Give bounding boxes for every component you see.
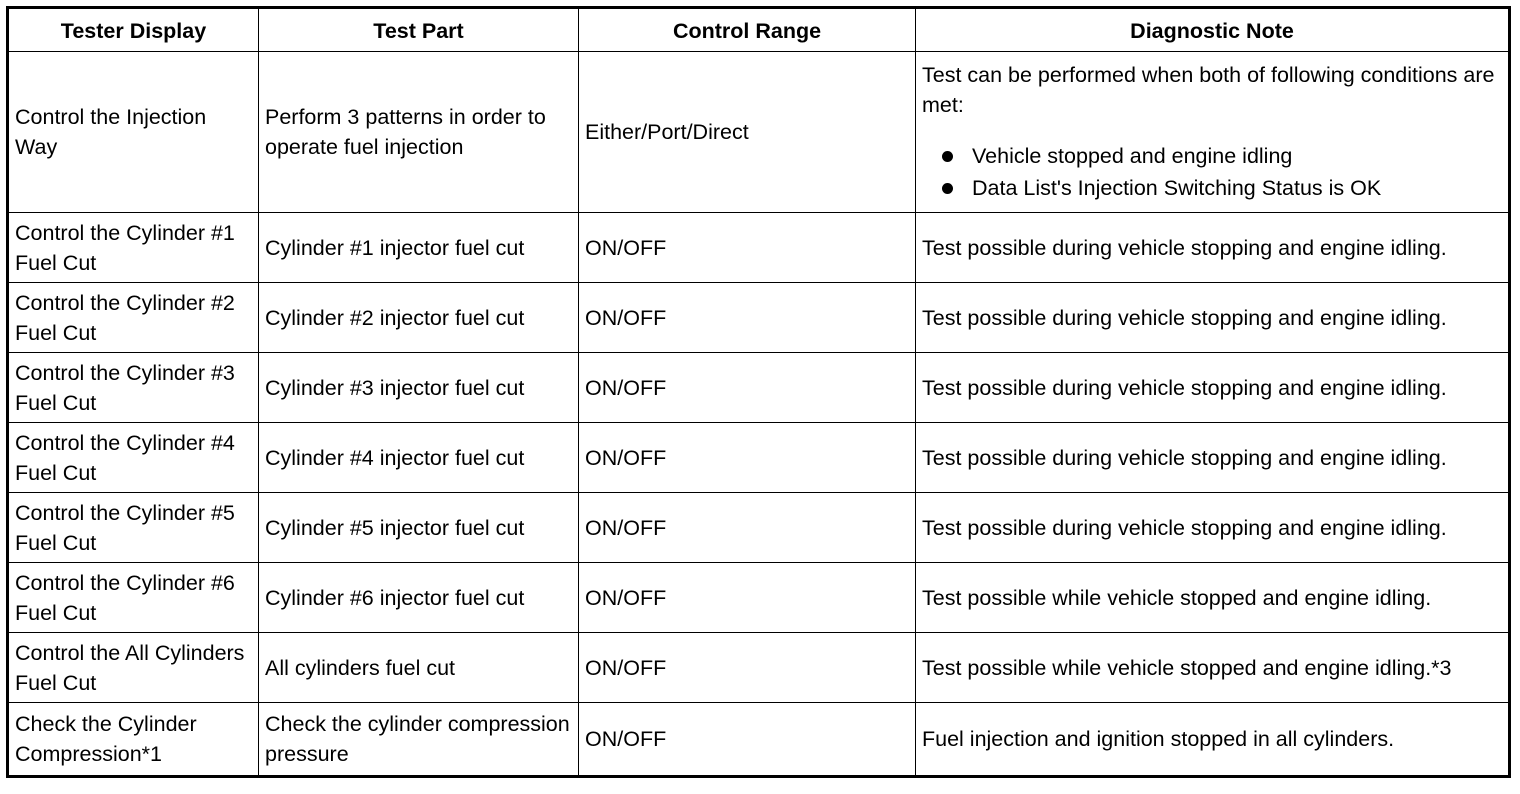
table-row bbox=[8, 633, 1510, 703]
control-range-cell: ON/OFF bbox=[579, 423, 916, 493]
tester-display-cell: Control the All Cylinders Fuel Cut bbox=[8, 633, 259, 703]
control-range-cell: ON/OFF bbox=[579, 493, 916, 563]
tester-display-cell: Control the Cylinder #5 Fuel Cut bbox=[8, 493, 259, 563]
tester-display-cell: Control the Cylinder #6 Fuel Cut bbox=[8, 563, 259, 633]
condition-list bbox=[922, 140, 1502, 204]
condition-text: Vehicle stopped and engine idling bbox=[972, 144, 1293, 168]
test-part-cell: Perform 3 patterns in order to operate fuel injection bbox=[259, 52, 579, 213]
diagnostic-note-cell: Test possible during vehicle stopping and engine idling. bbox=[916, 353, 1510, 423]
test-part-cell: Cylinder #4 injector fuel cut bbox=[259, 423, 579, 493]
bullet-icon bbox=[942, 183, 953, 194]
condition-item bbox=[922, 140, 1502, 172]
tester-display-cell: Control the Cylinder #2 Fuel Cut bbox=[8, 283, 259, 353]
control-range-cell: ON/OFF bbox=[579, 563, 916, 633]
condition-text: Data List's Injection Switching Status is OK bbox=[972, 176, 1382, 200]
control-range-cell: Either/Port/Direct bbox=[579, 52, 916, 213]
table-header-row bbox=[8, 8, 1510, 52]
test-part-cell: Cylinder #5 injector fuel cut bbox=[259, 493, 579, 563]
bullet-icon bbox=[942, 151, 953, 162]
control-range-cell: ON/OFF bbox=[579, 353, 916, 423]
diagnostic-note-cell: Fuel injection and ignition stopped in all cylinders. bbox=[916, 703, 1510, 777]
diagnostic-note-cell: Test possible during vehicle stopping and engine idling. bbox=[916, 493, 1510, 563]
active-test-table bbox=[6, 6, 1511, 778]
header-control-range: Control Range bbox=[579, 8, 916, 52]
diagnostic-note-text: Test can be performed when both of following conditions are met: bbox=[922, 63, 1495, 117]
test-part-cell: Check the cylinder compression pressure bbox=[259, 703, 579, 777]
diagnostic-note-cell bbox=[916, 52, 1510, 213]
table-row bbox=[8, 563, 1510, 633]
test-part-cell: Cylinder #6 injector fuel cut bbox=[259, 563, 579, 633]
test-part-cell: Cylinder #2 injector fuel cut bbox=[259, 283, 579, 353]
table-row bbox=[8, 52, 1510, 213]
table-row bbox=[8, 283, 1510, 353]
table-row bbox=[8, 493, 1510, 563]
control-range-cell: ON/OFF bbox=[579, 633, 916, 703]
table-row bbox=[8, 213, 1510, 283]
test-part-cell: All cylinders fuel cut bbox=[259, 633, 579, 703]
diagnostic-note-cell: Test possible during vehicle stopping and engine idling. bbox=[916, 213, 1510, 283]
diagnostic-note-cell: Test possible during vehicle stopping and engine idling. bbox=[916, 423, 1510, 493]
header-test-part: Test Part bbox=[259, 8, 579, 52]
diagnostic-note-cell: Test possible while vehicle stopped and engine idling.*3 bbox=[916, 633, 1510, 703]
control-range-cell: ON/OFF bbox=[579, 703, 916, 777]
table-row bbox=[8, 353, 1510, 423]
tester-display-cell: Control the Injection Way bbox=[8, 52, 259, 213]
test-part-cell: Cylinder #1 injector fuel cut bbox=[259, 213, 579, 283]
header-tester-display: Tester Display bbox=[8, 8, 259, 52]
header-diagnostic-note: Diagnostic Note bbox=[916, 8, 1510, 52]
tester-display-cell: Control the Cylinder #3 Fuel Cut bbox=[8, 353, 259, 423]
table-row bbox=[8, 423, 1510, 493]
tester-display-cell: Control the Cylinder #4 Fuel Cut bbox=[8, 423, 259, 493]
test-part-cell: Cylinder #3 injector fuel cut bbox=[259, 353, 579, 423]
diagnostic-note-cell: Test possible while vehicle stopped and engine idling. bbox=[916, 563, 1510, 633]
condition-item bbox=[922, 172, 1502, 204]
control-range-cell: ON/OFF bbox=[579, 213, 916, 283]
tester-display-cell: Control the Cylinder #1 Fuel Cut bbox=[8, 213, 259, 283]
control-range-cell: ON/OFF bbox=[579, 283, 916, 353]
table-row bbox=[8, 703, 1510, 777]
diagnostic-note-cell: Test possible during vehicle stopping and engine idling. bbox=[916, 283, 1510, 353]
active-test-table-container bbox=[6, 6, 1511, 778]
tester-display-cell: Check the Cylinder Compression*1 bbox=[8, 703, 259, 777]
